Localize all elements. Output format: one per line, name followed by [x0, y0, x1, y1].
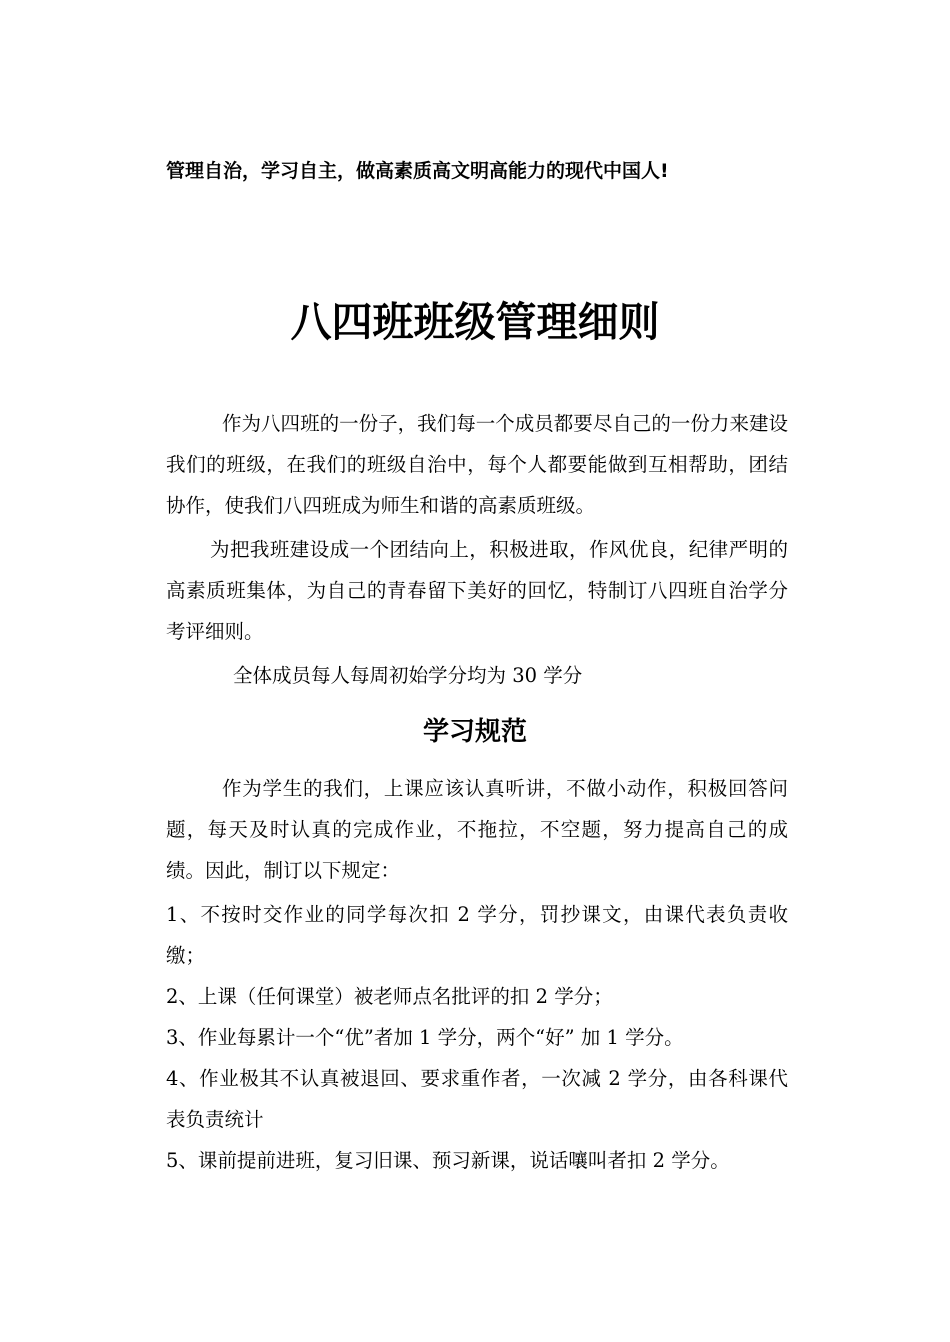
rule-item-3: 3、作业每累计一个“优”者加 1 学分，两个“好” 加 1 学分。 — [166, 1026, 684, 1049]
intro-paragraph-1: 作为八四班的一份子，我们每一个成员都要尽自己的一份力来建设我们的班级，在我们的班级自治中，每个人都要能做到互相帮助，团结协作，使我们八四班成为师生和谐的高素质班级。 — [166, 412, 788, 517]
intro-paragraph-2: 为把我班建设成一个团结向上，积极进取，作风优良，纪律严明的高素质班集体，为自己的青春留下美好的回忆，特制订八四班自治学分考评细则。 — [166, 538, 788, 643]
motto-line: 管理自治，学习自主，做高素质高文明高能力的现代中国人! — [166, 160, 669, 182]
rule-item-1: 1、不按时交作业的同学每次扣 2 学分，罚抄课文，由课代表负责收缴； — [166, 903, 788, 967]
rules-list — [166, 894, 788, 1181]
section-intro-paragraph: 作为学生的我们，上课应该认真听讲，不做小动作，积极回答问题，每天及时认真的完成作业，不拖拉，不空题，努力提高自己的成绩。因此，制订以下规定： — [166, 777, 788, 882]
rule-item-2: 2、上课（任何课堂）被老师点名批评的扣 2 学分； — [166, 985, 613, 1008]
page-title: 八四班班级管理细则 — [290, 298, 660, 346]
rule-item-4: 4、作业极其不认真被退回、要求重作者，一次减 2 学分，由各科课代表负责统计 — [166, 1067, 788, 1131]
rule-item-5: 5、课前提前进班，复习旧课、预习新课，说话嚷叫者扣 2 学分。 — [166, 1149, 730, 1172]
initial-credits-note: 全体成员每人每周初始学分均为 30 学分 — [233, 664, 583, 687]
section-title-study-rules: 学习规范 — [422, 717, 527, 747]
